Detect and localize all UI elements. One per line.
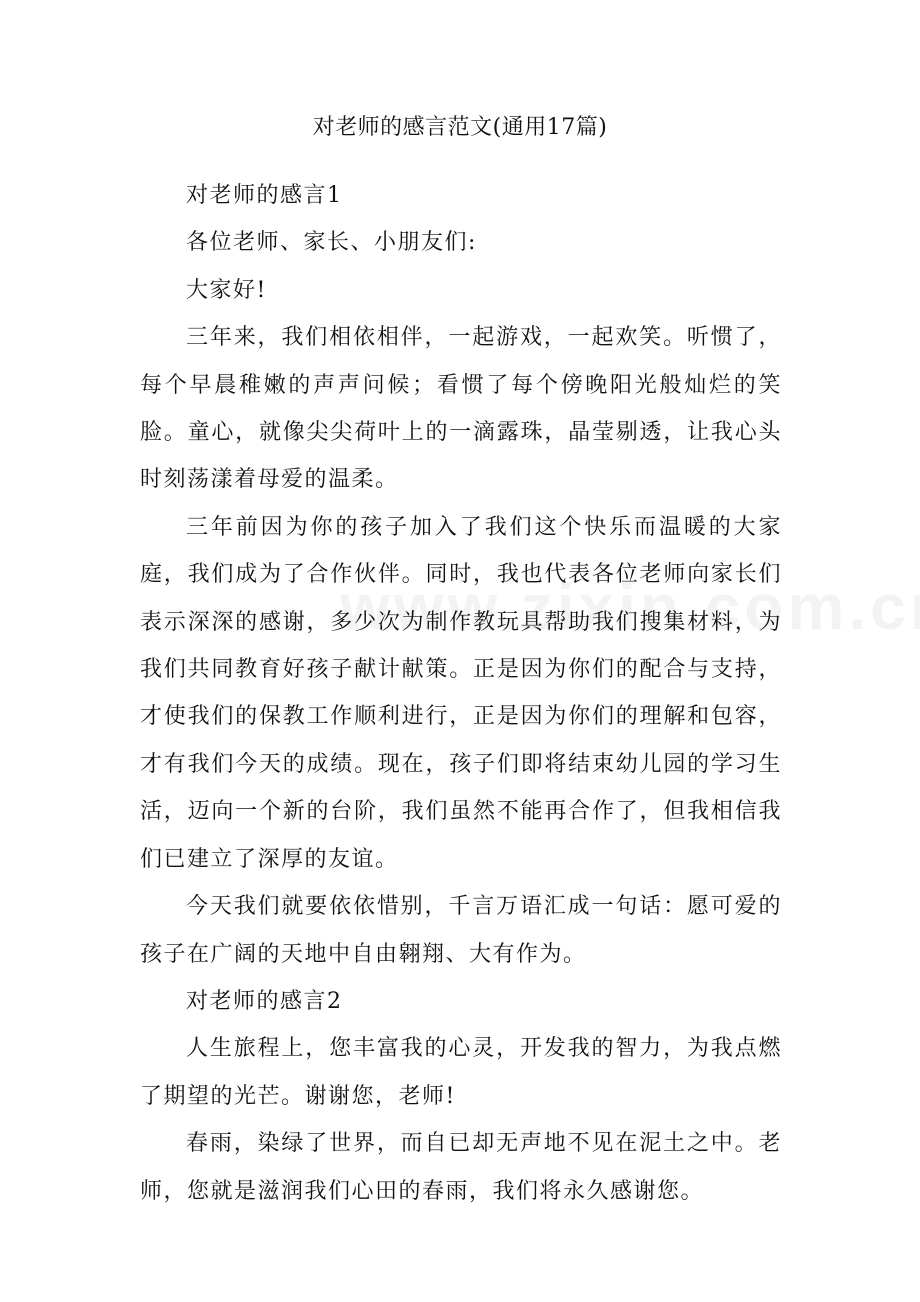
section-heading-1: 对老师的感言1 (186, 183, 343, 208)
salutation: 各位老师、家长、小朋友们: (186, 230, 477, 256)
greeting: 大家好! (186, 277, 267, 303)
section-heading-2: 对老师的感言2 (186, 988, 343, 1014)
document-body (140, 172, 782, 1215)
document-title: 对老师的感言范文(通用17篇) (312, 115, 608, 140)
paragraph: 三年前因为你的孩子加入了我们这个快乐而温暖的大家庭，我们成为了合作伙伴。同时，我也代表各位老师向家长们表示深深的感谢，多少次为制作教玩具帮助我们搜集材料，为我们共同教育好孩子献计献策。正是因为你们的配合与支持，才使我们的保教工作顺利进行，正是因为你们的理解和包容，才有我们今天的成绩。现在，孩子们即将结束幼儿园的学习生活，迈向一个新的台阶，我们虽然不能再合作了，但我相信我们已建立了深厚的友谊。 (140, 514, 782, 872)
paragraph: 今天我们就要依依惜别，千言万语汇成一句话：愿可爱的孩子在广阔的天地中自由翱翔、大有作为。 (140, 894, 782, 967)
paragraph: 人生旅程上，您丰富我的心灵，开发我的智力，为我点燃了期望的光芒。谢谢您，老师! (140, 1036, 782, 1109)
paragraph: 春雨，染绿了世界，而自已却无声地不见在泥土之中。老师，您就是滋润我们心田的春雨，我们将永久感谢您。 (140, 1131, 782, 1204)
paragraph: 三年来，我们相依相伴，一起游戏，一起欢笑。听惯了，每个早晨稚嫩的声声问候；看惯了每个傍晚阳光般灿烂的笑脸。童心，就像尖尖荷叶上的一滴露珠，晶莹剔透，让我心头时刻荡漾着母爱的温柔。 (140, 325, 782, 493)
